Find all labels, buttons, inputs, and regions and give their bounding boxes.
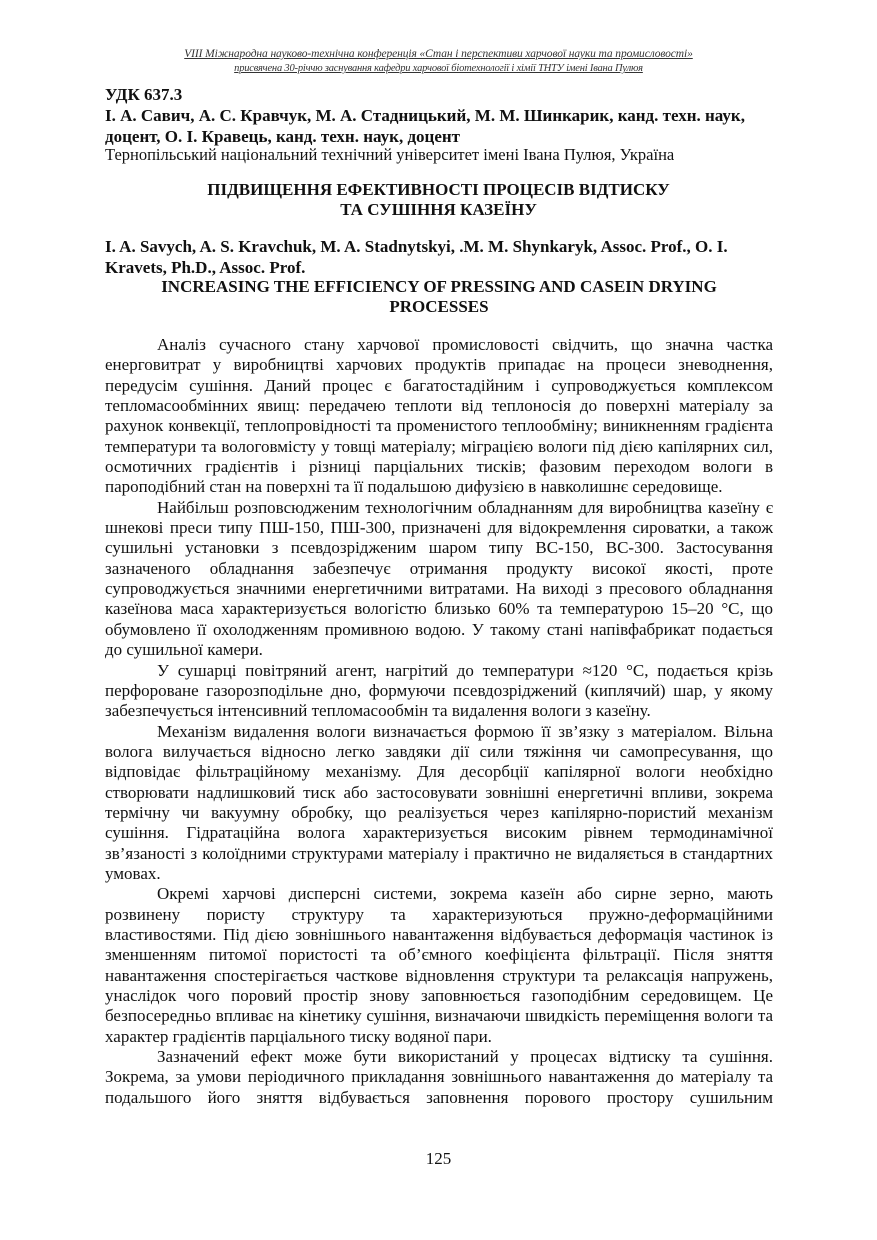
- paragraph: Аналіз сучасного стану харчової промисловості свідчить, що значна частка енерговитрат у виробництві харчових продуктів припадає на процеси зневоднення, передусім сушіння. Даний процес є багатостадійним і супроводжується комплексом тепломасообмінних явищ: передачею теплоти від теплоносія до поверхні матеріалу за рахунок конвекції, теплопровідності та променистого теплообміну; виникненням градієнта температури та вологовмісту у товщі матеріалу; міграцією вологи під дією капілярних сил, осмотичних градієнтів і різниці парціальних тисків; фазовим переходом вологи в пароподібний стан на поверхні та її подальшою дифузією в навколишнє середовище.: [105, 335, 773, 497]
- title-ukrainian-line-1: ПІДВИЩЕННЯ ЕФЕКТИВНОСТІ ПРОЦЕСІВ ВІДТИСКУ: [207, 180, 670, 199]
- udk-code: УДК 637.3: [105, 85, 183, 104]
- authors-ukrainian: І. А. Савич, А. С. Кравчук, М. А. Стадницький, М. М. Шинкарик, канд. техн. наук, доцент, О. І. Кравець, канд. техн. наук, доцент: [105, 106, 745, 146]
- paragraph: Окремі харчові дисперсні системи, зокрема казеїн або сирне зерно, мають розвинену пористу структуру та характеризуються пружно-деформаційними властивостями. Під дією зовнішнього навантаження відбувається деформація частинок із зменшенням питомої пористості та об’ємного коефіцієнта фільтрації. Після зняття навантаження спостерігається часткове відновлення структури та релаксація напружень, унаслідок чого поровий простір знову заповнюється газоподібним середовищем. Це безпосередньо впливає на кінетику сушіння, визначаючи швидкість переміщення вологи та характер градієнтів парціального тиску водяної пари.: [105, 884, 773, 1046]
- authors-english: I. A. Savych, A. S. Kravchuk, M. A. Stadnytskyi, .M. M. Shynkaryk, Assoc. Prof., O. I. Kravets, Ph.D., Assoc. Prof.: [105, 237, 728, 277]
- paragraph: Найбільш розповсюдженим технологічним обладнанням для виробництва казеїну є шнекові преси типу ПШ-150, ПШ-300, призначені для відокремлення сироватки, а також сушильні установки з псевдозрідженим шаром типу ВС-150, ВС-300. Застосування зазначеного обладнання забезпечує отримання продукту високої якості, проте супроводжується значними енергетичними витратами. На виході з пресового обладнання казеїнова маса характеризується вологістю близько 60% та температурою 15–20 °С, що обумовлено її охолодженням промивною водою. У такому стані напівфабрикат подається до сушильної камери.: [105, 497, 773, 660]
- title-english: [105, 277, 773, 317]
- paragraph: Механізм видалення вологи визначається формою її зв’язку з матеріалом. Вільна волога вилучається відносно легко завдяки дії сили тяжіння чи самопресування, що відповідає фільтраційному механізму. Для десорбції капілярної вологи необхідно створювати надлишковий тиск або застосовувати зовнішні енергетичні впливи, зокрема термічну чи вакуумну обробку, що реалізується через капілярно-пористий механізм сушіння. Гідратаційна волога характеризується високим рівнем термодинамічної зв’язаності з колоїдними структурами матеріалу і практично не видаляється в стандартних умовах.: [105, 721, 773, 883]
- paragraph: Зазначений ефект може бути використаний у процесах відтиску та сушіння. Зокрема, за умови періодичного прикладання зовнішнього навантаження до матеріалу та подальшого його зняття відбувається заповнення порового простору сушильним: [105, 1047, 773, 1107]
- running-header-line-1: VIII Міжнародна науково-технічна конференція «Стан і перспективи харчової науки та промисловості»: [184, 48, 693, 60]
- title-ukrainian-line-2: ТА СУШІННЯ КАЗЕЇНУ: [340, 200, 537, 219]
- page-number: 125: [425, 1149, 452, 1168]
- title-ukrainian: [0, 180, 877, 220]
- affiliation: Тернопільський національний технічний університет імені Івана Пулюя, Україна: [105, 145, 675, 164]
- title-english-line-2: PROCESSES: [389, 297, 489, 316]
- paragraph: У сушарці повітряний агент, нагрітий до температури ≈120 °С, подається крізь перфороване газорозподільне дно, формуючи псевдозріджений (киплячий) шар, у якому забезпечується інтенсивний тепломасообмін та видалення вологи з казеїну.: [105, 660, 773, 721]
- article-body: [105, 335, 773, 1108]
- running-header-line-2: присвячена 30-річчю заснування кафедри харчової біотехнології і хімії ТНТУ імені Івана Пулюя: [234, 63, 643, 74]
- title-english-line-1: INCREASING THE EFFICIENCY OF PRESSING AND CASEIN DRYING: [161, 277, 717, 296]
